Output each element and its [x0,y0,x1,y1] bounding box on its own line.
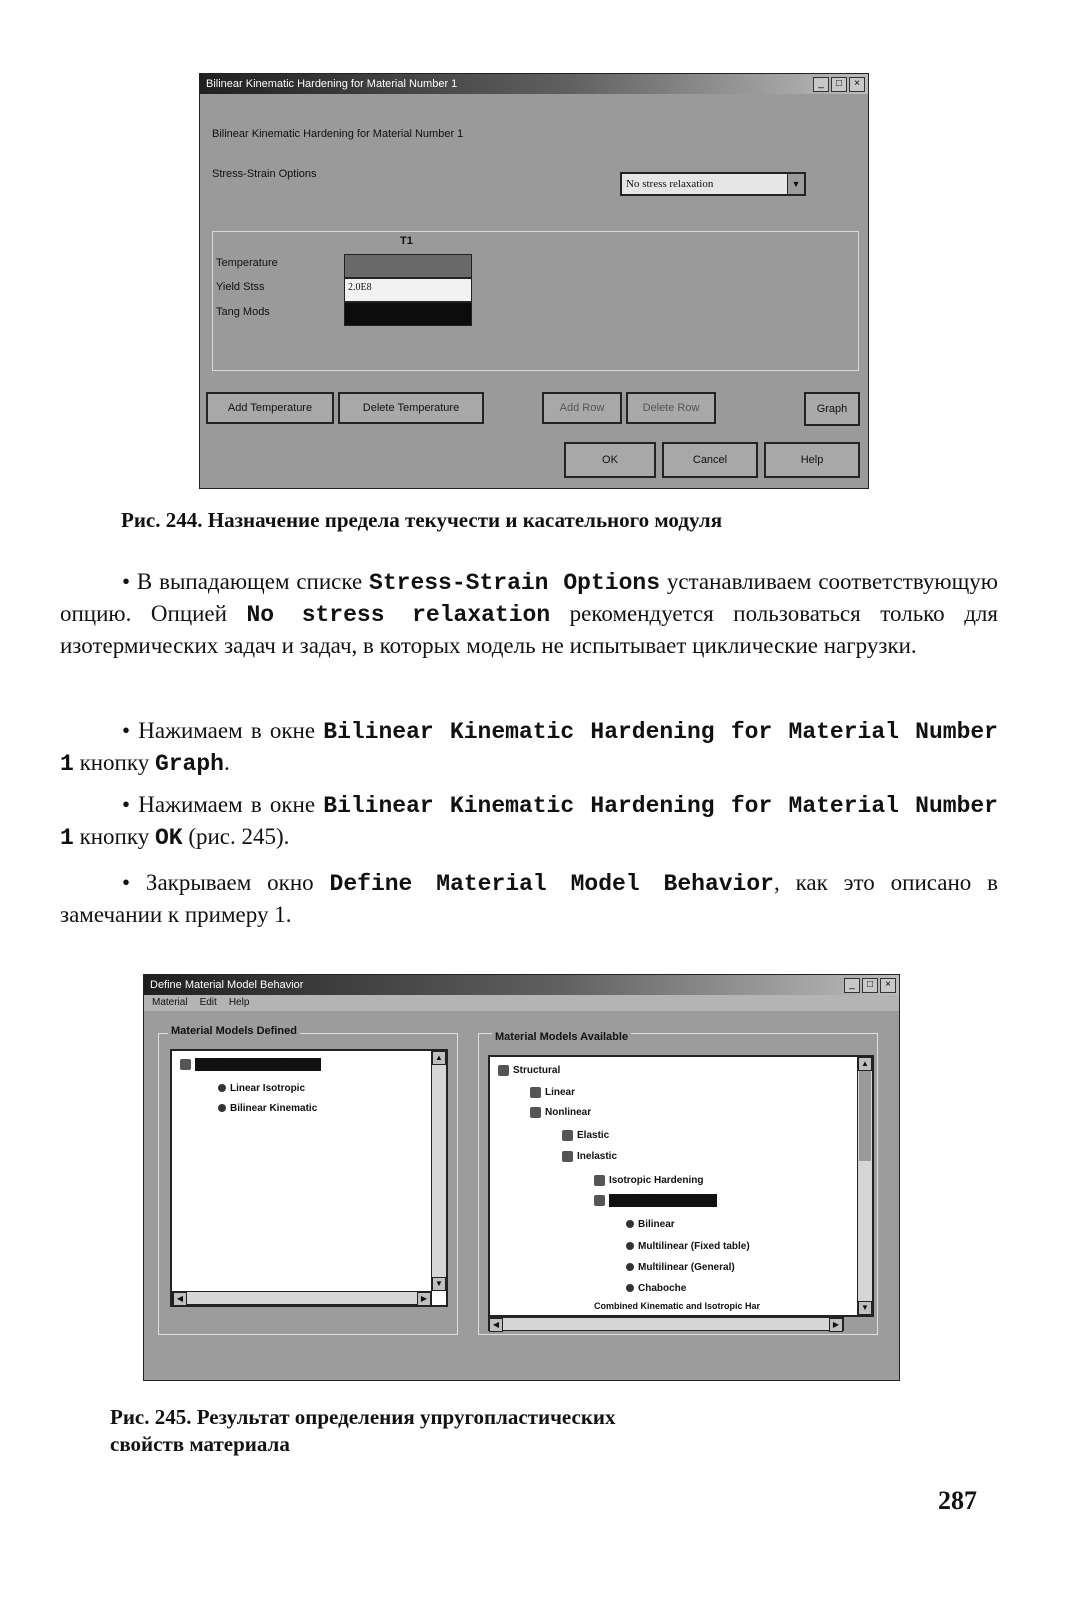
row-label-tang-mods: Tang Mods [216,306,270,318]
model-leaf-icon [626,1263,634,1271]
folder-icon [530,1087,541,1098]
defined-models-title: Material Models Defined [168,1025,300,1037]
tree-node-label: Elastic [577,1130,610,1142]
window-titlebar [200,74,868,94]
window-titlebar [144,975,899,995]
scroll-left-icon[interactable]: ◀ [173,1292,187,1306]
menu-edit[interactable]: Edit [199,997,217,1008]
p1-text-b: устанавливаем соответствующую опцию. Опцией [60,569,998,626]
model-leaf-icon [626,1284,634,1292]
cancel-button[interactable]: Cancel [662,442,758,478]
row-label-temperature: Temperature [216,257,278,269]
tree-node-kinematic-hardening[interactable] [594,1195,717,1206]
tree-node-isotropic-hardening[interactable] [594,1175,703,1186]
tree-node-multilinear-general[interactable] [626,1262,735,1273]
p3-text-b: кнопку [73,823,155,849]
bilinear-hardening-window [199,73,869,489]
chevron-down-icon[interactable]: ▼ [787,174,804,194]
ok-button[interactable]: OK [564,442,656,478]
stress-strain-label: Stress-Strain Options [212,168,317,180]
model-leaf-icon [626,1220,634,1228]
row-label-yield-stress: Yield Stss [216,281,265,293]
scroll-down-icon[interactable]: ▼ [432,1277,446,1291]
tree-node-label: Multilinear (General) [638,1262,735,1273]
temperature-cell[interactable] [344,254,472,278]
p1-code-no-stress: No stress relaxation [246,601,551,628]
p2-text-a: • Нажимаем в окне [122,718,324,743]
minimize-icon[interactable]: _ [844,978,860,993]
column-header-t1: T1 [400,235,413,247]
tree-node-label: Structural [513,1065,561,1077]
tree-node-combined-hardening[interactable] [594,1301,760,1311]
close-icon[interactable]: × [880,978,896,993]
add-row-button[interactable]: Add Row [542,392,622,424]
p1-text-a: • В выпадающем списке [122,569,370,594]
maximize-icon[interactable]: □ [862,978,878,993]
p2-code-window: Bilinear Kinematic Hardening for Material Number 1 [60,719,998,777]
model-leaf-icon [626,1242,634,1250]
tree-node-bilinear[interactable] [626,1219,675,1230]
tree-node-label: Inelastic [577,1151,618,1163]
scroll-down-icon[interactable]: ▼ [858,1301,872,1315]
tree-node-material-model-1[interactable] [180,1059,321,1070]
help-button[interactable]: Help [764,442,860,478]
p1-code-stress-strain: Stress-Strain Options [369,570,660,596]
graph-button[interactable]: Graph [804,392,860,426]
model-leaf-icon [218,1104,226,1112]
horizontal-scrollbar[interactable] [488,1317,844,1331]
menu-bar [144,995,899,1011]
maximize-icon[interactable]: □ [831,77,847,92]
scroll-thumb[interactable] [859,1071,871,1161]
p4-text-b: , как это описано в замечании к примеру 1. [60,870,999,927]
scroll-right-icon[interactable]: ▶ [417,1292,431,1306]
tree-node-label: Isotropic Hardening [609,1175,704,1187]
p2-code-graph: Graph [154,750,224,777]
p2-text-c: . [223,749,230,775]
yield-stress-value: 2.0E8 [348,282,372,293]
paragraph-3 [60,790,998,854]
horizontal-scrollbar[interactable] [172,1291,432,1305]
p3-text-a: • Нажимаем в окне [122,792,324,817]
tree-node-elastic[interactable] [562,1130,609,1141]
model-leaf-icon [218,1084,226,1092]
vertical-scrollbar[interactable] [857,1057,872,1315]
scroll-up-icon[interactable]: ▲ [858,1057,872,1071]
menu-help[interactable]: Help [228,997,250,1008]
tree-node-inelastic[interactable] [562,1151,617,1162]
close-icon[interactable]: × [849,77,865,92]
scroll-right-icon[interactable]: ▶ [829,1318,843,1332]
menu-material[interactable]: Material [152,997,188,1008]
p2-text-b: кнопку [73,749,155,775]
tree-node-label: Linear [545,1087,576,1099]
p4-text-a: • Закрываем окно [122,870,330,895]
folder-icon [594,1175,605,1186]
paragraph-4 [60,868,998,930]
tree-node-label: Chaboche [638,1283,687,1294]
tree-node-label: Multilinear (Fixed table) [638,1241,750,1252]
tree-node-label: Nonlinear [545,1107,592,1119]
window-title: Bilinear Kinematic Hardening for Material Number 1 [206,78,458,90]
tang-modulus-cell[interactable] [344,302,472,326]
tree-node-nonlinear[interactable] [530,1107,591,1118]
p3-code-window: Bilinear Kinematic Hardening for Material Number 1 [60,793,998,851]
dropdown-value: No stress relaxation [626,178,714,190]
p1-text-c: рекомендуется пользоваться только для изотермических задач и задач, в которых модель не испытывает циклические нагрузки. [60,600,998,658]
add-temperature-button[interactable]: Add Temperature [206,392,334,424]
p3-code-ok: OK [154,824,183,851]
tree-node-bilinear-kinematic[interactable] [218,1103,317,1114]
vertical-scrollbar[interactable] [431,1051,446,1291]
tree-node-structural[interactable] [498,1065,560,1076]
scroll-up-icon[interactable]: ▲ [432,1051,446,1065]
folder-icon [562,1130,573,1141]
available-models-title: Material Models Available [492,1031,631,1043]
tree-node-label: Combined Kinematic and Isotropic Har [594,1301,761,1311]
page-number: 287 [938,1486,977,1515]
p4-code-window: Define Material Model Behavior [329,871,774,897]
delete-temperature-button[interactable]: Delete Temperature [338,392,484,424]
temperature-table [212,231,859,371]
delete-row-button[interactable]: Delete Row [626,392,716,424]
define-material-window [143,974,900,1381]
folder-icon [562,1151,573,1162]
tree-node-linear[interactable] [530,1087,575,1098]
folder-icon [594,1195,605,1206]
tree-node-label: Bilinear [638,1219,675,1230]
minimize-icon[interactable]: _ [813,77,829,92]
folder-icon [498,1065,509,1076]
yield-stress-cell[interactable] [344,278,472,302]
figure-244-caption: Рис. 244. Назначение предела текучести и касательного модуля [121,508,723,532]
tree-node-label: Linear Isotropic [230,1083,306,1094]
figure-245-caption [110,1404,616,1459]
tree-node-label: Material Model Number 1 [195,1058,321,1071]
available-models-tree[interactable] [488,1055,874,1317]
caption-line-1: Рис. 245. Результат определения упругопластических [110,1405,616,1429]
paragraph-1 [60,567,998,661]
tree-node-multilinear-fixed[interactable] [626,1241,750,1252]
scroll-left-icon[interactable]: ◀ [489,1318,503,1332]
p3-text-c: (рис. 245). [182,823,290,849]
tree-node-linear-isotropic[interactable] [218,1083,305,1094]
folder-icon [180,1059,191,1070]
paragraph-2 [60,716,998,780]
dialog-heading: Bilinear Kinematic Hardening for Material Number 1 [212,128,464,140]
window-title: Define Material Model Behavior [150,979,304,991]
tree-node-chaboche[interactable] [626,1283,686,1294]
folder-icon [530,1107,541,1118]
stress-strain-dropdown[interactable] [620,172,806,196]
caption-line-2: свойств материала [110,1432,290,1457]
defined-models-tree[interactable] [170,1049,448,1307]
tree-node-label: Kinematic Hardening [609,1194,717,1207]
tree-node-label: Bilinear Kinematic [230,1103,318,1114]
